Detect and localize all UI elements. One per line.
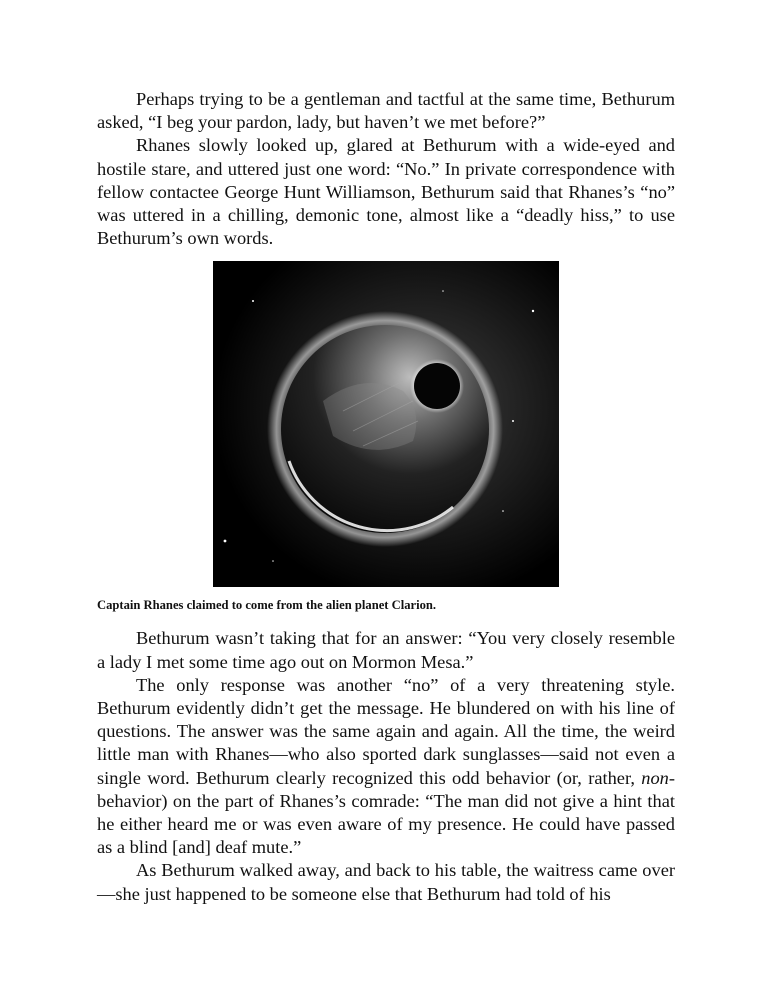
paragraph: Bethurum wasn’t taking that for an answer: “You very closely resemble a lady I met some time ago out on Mormon Mesa.” <box>97 628 675 672</box>
paragraph-text: The only response was another “no” of a very threatening style. Bethurum evidently didn’t get the message. He blundered on with his line of questions. The answer was the same again and again. All the time, the weird little man with Rhanes—who also sported dark sunglasses—said not even a single word. Bethurum clearly recognized this odd behavior (or, rather, <box>97 674 675 788</box>
italic-word: non <box>641 767 669 788</box>
book-page <box>97 88 675 906</box>
paragraph: Perhaps trying to be a gentleman and tactful at the same time, Bethurum asked, “I beg your pardon, lady, but haven’t we met before?” <box>97 89 675 133</box>
figure-caption: Captain Rhanes claimed to come from the alien planet Clarion. <box>97 598 437 613</box>
paragraph: Rhanes slowly looked up, glared at Bethurum with a wide-eyed and hostile stare, and uttered just one word: “No.” In private correspondence with fellow contactee George Hunt Williamson, Bethurum said that Rhanes’s “no” was uttered in a chilling, demonic tone, almost like a “deadly hiss,” to use Bethurum’s own words. <box>97 135 675 249</box>
planet-illustration <box>213 261 559 587</box>
paragraph <box>97 674 675 860</box>
paragraph: As Bethurum walked away, and back to his table, the waitress came over—she just happened to be someone else that Bethurum had told of his <box>97 860 675 904</box>
paragraph-text: -behavior) on the part of Rhanes’s comrade: “The man did not give a hint that he either heard me or was even aware of my presence. He could have passed as a blind [and] deaf mute.” <box>97 767 675 858</box>
planet-image <box>213 261 559 587</box>
